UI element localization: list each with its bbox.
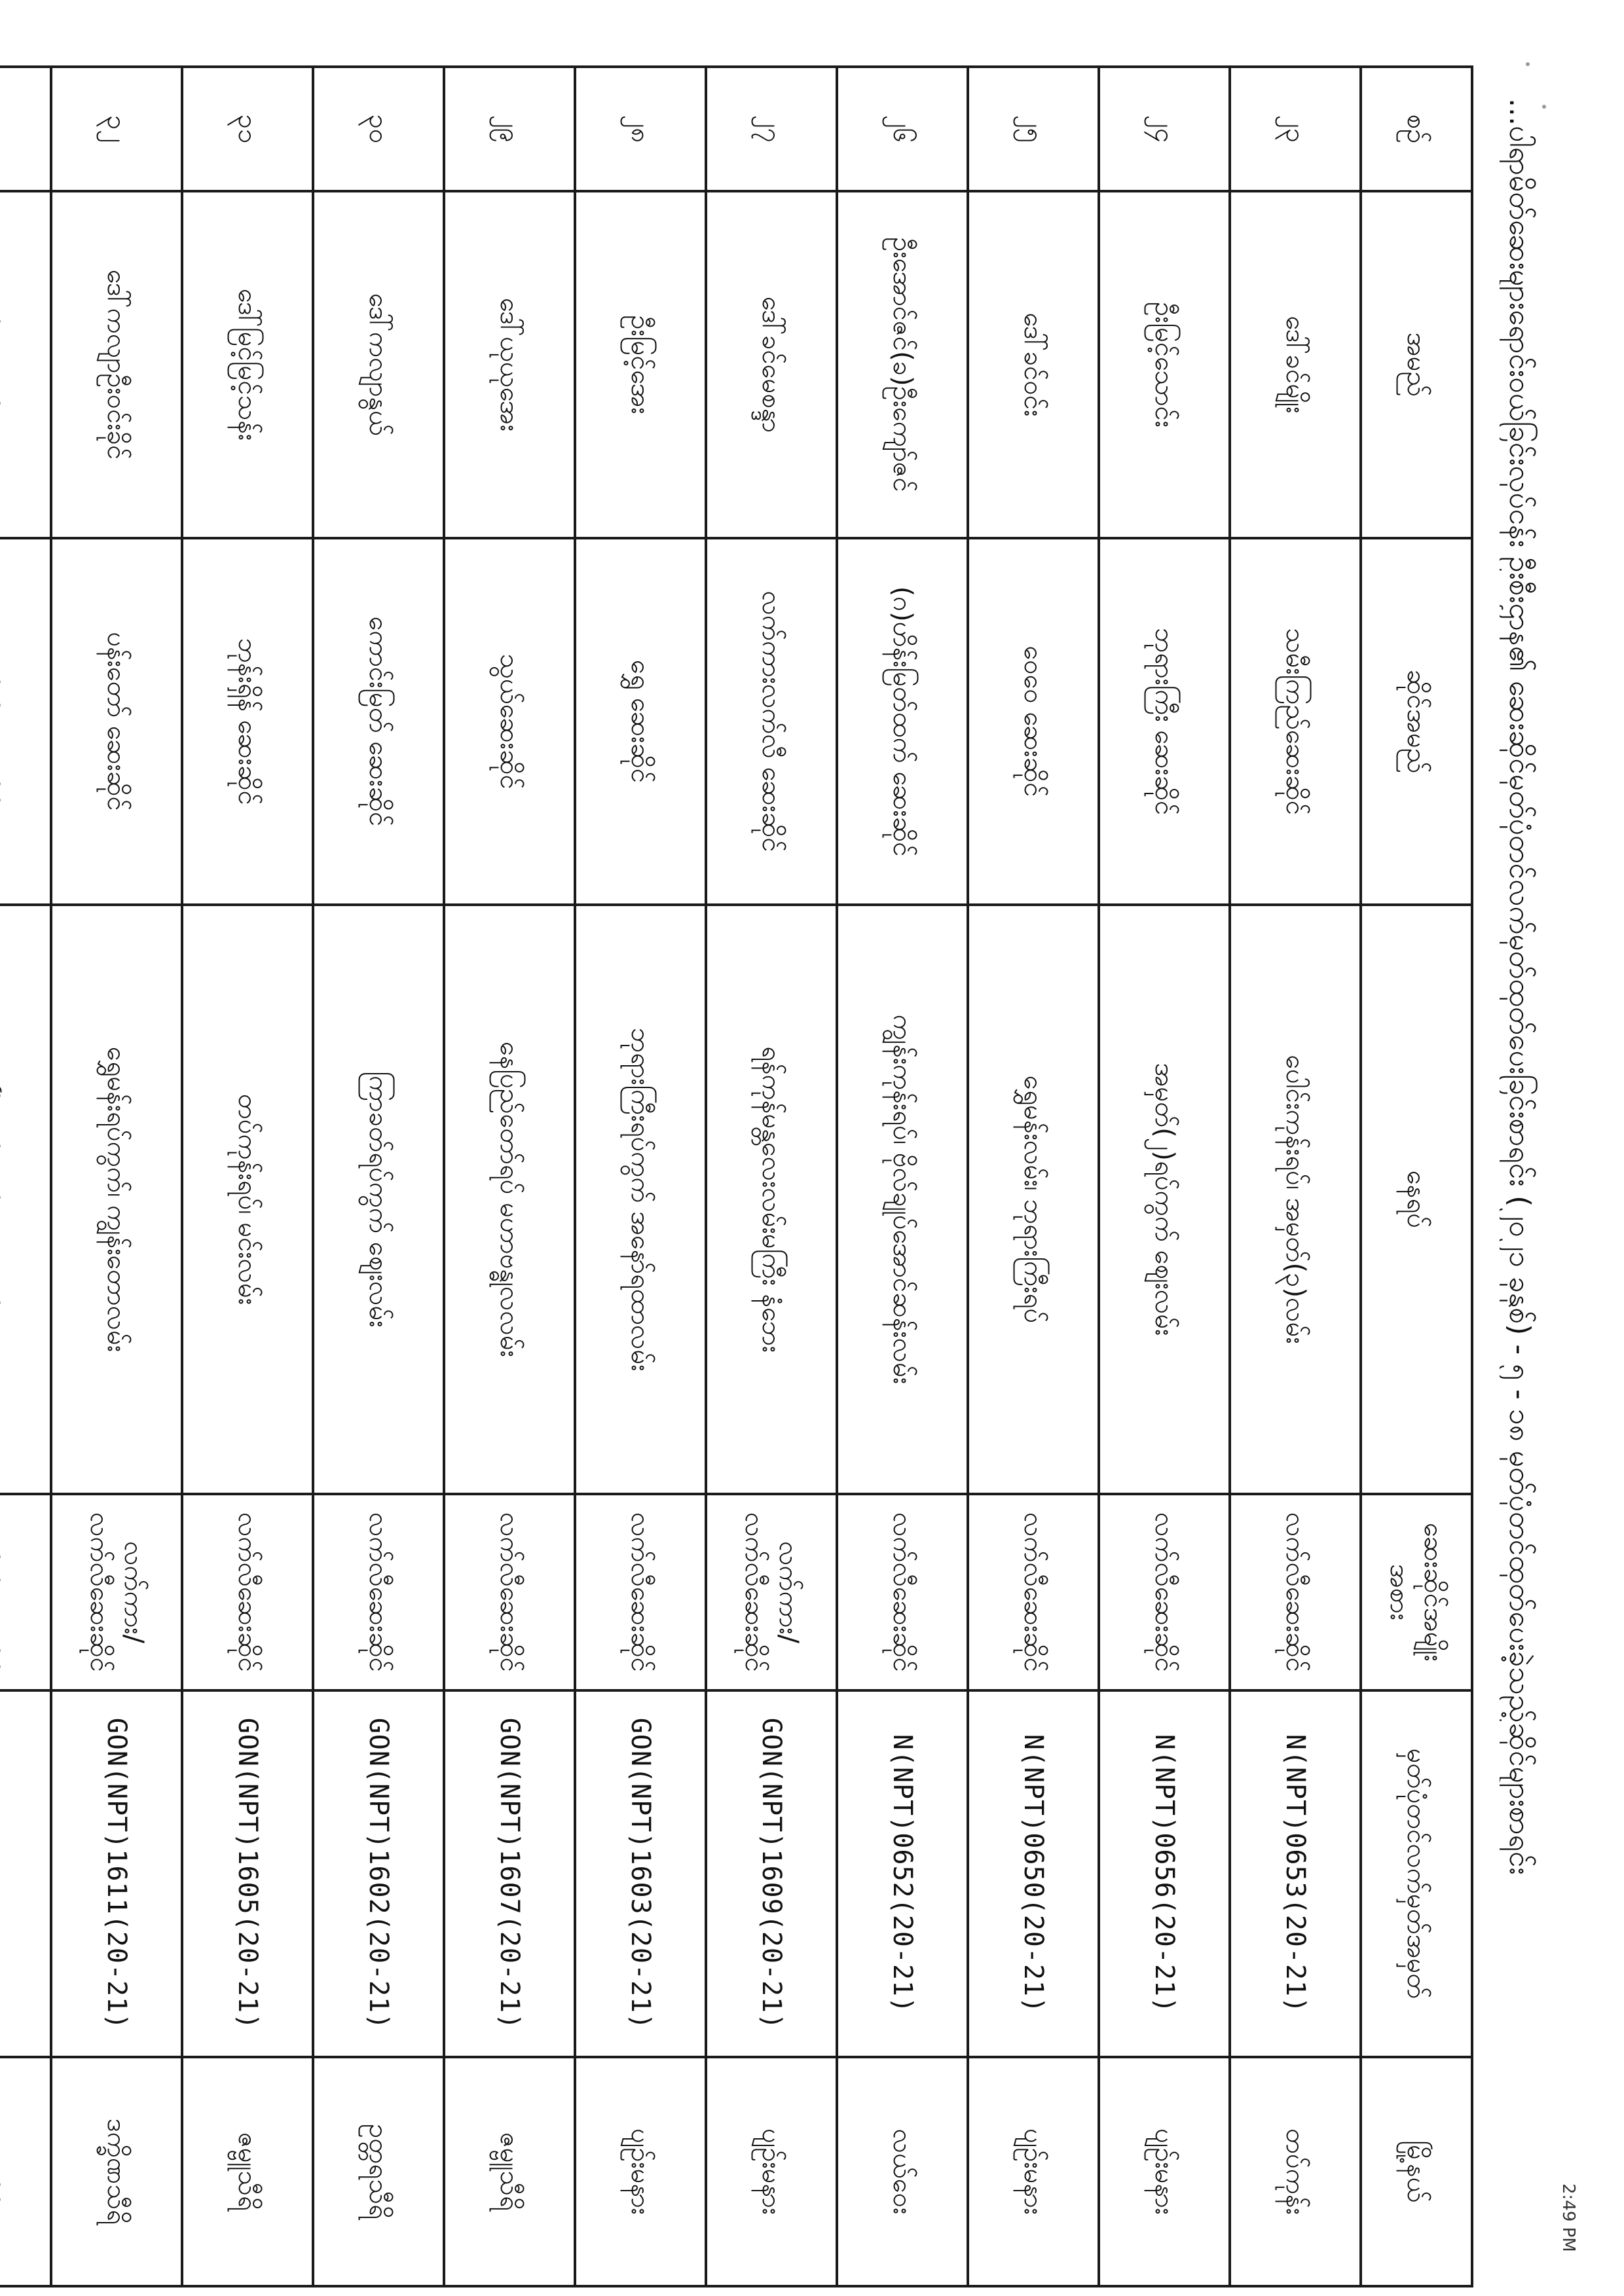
cell-type: လက်လီဆေးဆိုင် bbox=[575, 1494, 706, 1690]
cell-type bbox=[0, 1494, 51, 1690]
cell-address: ရန်ကုန်မန္တလေးလမ်းမကြီး နံဘေး bbox=[706, 905, 837, 1494]
cell-shop: လက်ကားလက်လီ ဆေးဆိုင် bbox=[706, 538, 837, 905]
cell-township bbox=[0, 2057, 51, 2286]
cell-license: GON(NPT)1609(20-21) bbox=[706, 1690, 837, 2057]
cell-no: ၂၈ bbox=[575, 67, 706, 191]
cell-address: ကြာခတ်ရပ်ကွက် ဈေးလမ်း bbox=[313, 905, 444, 1494]
cell-type: လက်လီဆေးဆိုင် bbox=[968, 1494, 1099, 1690]
cell-type: လက်လီဆေးဆိုင် bbox=[182, 1494, 313, 1690]
cell-license: GON(NPT)1607(20-21) bbox=[444, 1690, 575, 2057]
table-header-row bbox=[1361, 67, 1472, 2286]
cell-no: ၂၇ bbox=[706, 67, 837, 191]
cell-township: လယ်ဝေး bbox=[837, 2057, 968, 2286]
header-type: ဆေးဆိုင်အမျိုးအစား bbox=[1361, 1494, 1472, 1690]
table-row bbox=[313, 67, 444, 2286]
cell-address: အမှတ်(၂)ရပ်ကွက် ဈေးလမ်း bbox=[1099, 905, 1230, 1494]
cell-address: တပ်ကုန်းရပ်၊ မင်းလမ်း bbox=[182, 905, 313, 1494]
header-shop: ဆိုင်အမည် bbox=[1361, 538, 1472, 905]
cell-type: လက်လီဆေးဆိုင် bbox=[313, 1494, 444, 1690]
scan-speck bbox=[1526, 62, 1530, 66]
cell-shop: သမီးကြည်ဆေးဆိုင် bbox=[1230, 538, 1361, 905]
cell-no: ၂၅ bbox=[968, 67, 1099, 191]
cell-type: လက်ကား/လက်လီဆေးဆိုင် bbox=[706, 1494, 837, 1690]
cell-address: ဘုရားကြီးရပ်ကွက် အနော်ရထာလမ်း bbox=[575, 905, 706, 1494]
cell-township: ပျဉ်းမနား bbox=[968, 2057, 1099, 2286]
cell-shop: ကောင်းမြတ် ဆေးဆိုင် bbox=[313, 538, 444, 905]
cell-township: ဇမ္ဗူသီရိ bbox=[444, 2057, 575, 2286]
table-row bbox=[1230, 67, 1361, 2286]
cell-no: ၃၂ bbox=[51, 67, 182, 191]
cell-name bbox=[0, 191, 51, 538]
cell-address: ရွှေမန်းရပ်ကွက်၊ ကျွန်းတောလမ်း bbox=[51, 905, 182, 1494]
cell-name: ဒေါ်ကလျာဦးဝင်းခိုင် bbox=[51, 191, 182, 538]
scan-speck bbox=[1542, 105, 1546, 109]
cell-license: GON(NPT)1602(20-21) bbox=[313, 1690, 444, 2057]
cell-license: GON(NPT)1605(20-21) bbox=[182, 1690, 313, 2057]
document-title: ...ပါရာမိတ်ဆေးများရောင်းဝယ်ခြင်းလုပ်ငန်း ဦးစီးဌာန၏ ဆေးဆိုင်မှတ်ပုံတင်လက်မှတ်ထုတ်ပေးခြင်းစာရင်း (၂၀၂၁ ခုနှစ်) - ၅ - ၁၈ မှတ်ပုံတင်ထုတ်ပေးခဲ့သည့်ဆိုင်များစာရင်း bbox=[1503, 98, 1536, 1875]
cell-name: ဦးမြင့်သောင်း bbox=[1099, 191, 1230, 538]
cell-address bbox=[0, 905, 51, 1494]
cell-township: ပျဉ်းမနား bbox=[575, 2057, 706, 2286]
cell-name: ဒေါ်ခင်မေစန္ဒာ bbox=[706, 191, 837, 538]
table-row bbox=[575, 67, 706, 2286]
cell-name: ဒေါ်ခင်ဝင်း bbox=[968, 191, 1099, 538]
cell-no: ၂၄ bbox=[1099, 67, 1230, 191]
table-row bbox=[182, 67, 313, 2286]
cell-name: ဒေါ်မြင့်မြင့်သန်း bbox=[182, 191, 313, 538]
cell-shop: ပန်းတော် ဆေးဆိုင် bbox=[51, 538, 182, 905]
cell-shop: ရွှေ ဆေးဆိုင် bbox=[575, 538, 706, 905]
table-row bbox=[837, 67, 968, 2286]
header-no: စဉ် bbox=[1361, 67, 1472, 191]
cell-shop: ဝေဝေ ဆေးဆိုင် bbox=[968, 538, 1099, 905]
cell-no: ၂၃ bbox=[1230, 67, 1361, 191]
cell-license: N(NPT)0652(20-21) bbox=[837, 1690, 968, 2057]
cell-license: N(NPT)0653(20-21) bbox=[1230, 1690, 1361, 2057]
cell-address: နေပြည်တော်ရပ် မဟာဗန္ဓုလလမ်း bbox=[444, 905, 575, 1494]
cell-license: GON(NPT)1611(20-21) bbox=[51, 1690, 182, 2057]
cell-shop: သွယ်ဆေးဆိုင် bbox=[444, 538, 575, 905]
cell-no: ၃၁ bbox=[182, 67, 313, 191]
cell-license: N(NPT)0656(20-21) bbox=[1099, 1690, 1230, 2057]
cell-name: ဦးအောင်ဇင်(ခ)ဦးကျော်ဇင် bbox=[837, 191, 968, 538]
cell-name: ဒေါ်ယုယုအေး bbox=[444, 191, 575, 538]
header-address: နေရပ် bbox=[1361, 905, 1472, 1494]
table-row bbox=[968, 67, 1099, 2286]
cell-township: ဒက္ခိဏသီရိ bbox=[51, 2057, 182, 2286]
cell-address: ပေါင်းကုန်းရပ်၊ အမှတ်(၃)လမ်း bbox=[1230, 905, 1361, 1494]
cell-no: ၂၆ bbox=[837, 67, 968, 191]
cell-township: ဥတ္တရသီရိ bbox=[313, 2057, 444, 2286]
cell-license bbox=[0, 1690, 51, 2057]
cell-township: ပျဉ်းမနား bbox=[706, 2057, 837, 2286]
cell-address: ရွှေမန်းလမ်း၊ ဘုရားကြီးရပ် bbox=[968, 905, 1099, 1494]
cell-license: GON(NPT)1603(20-21) bbox=[575, 1690, 706, 2057]
cell-type: လက်လီဆေးဆိုင် bbox=[837, 1494, 968, 1690]
header-license: မှတ်ပုံတင်လက်မှတ်အမှတ် bbox=[1361, 1690, 1472, 2057]
cell-no: ၃၀ bbox=[313, 67, 444, 191]
header-name: အမည် bbox=[1361, 191, 1472, 538]
cell-township: ပျဉ်းမနား bbox=[1099, 2057, 1230, 2286]
header-township: မြို့နယ် bbox=[1361, 2057, 1472, 2286]
registration-table bbox=[0, 65, 1473, 2287]
cell-name: ဒေါ်ခင်မျိုး bbox=[1230, 191, 1361, 538]
table-row bbox=[444, 67, 575, 2286]
table-row bbox=[51, 67, 182, 2286]
cell-name: ဒေါ်ကလျာနွယ် bbox=[313, 191, 444, 538]
cell-type: လက်လီဆေးဆိုင် bbox=[1230, 1494, 1361, 1690]
cell-type: လက်လီဆေးဆိုင် bbox=[1099, 1494, 1230, 1690]
print-timestamp: 2:49 PM bbox=[1559, 2183, 1578, 2252]
cell-type: လက်ကား/လက်လီဆေးဆိုင် bbox=[51, 1494, 182, 1690]
cell-type: လက်လီဆေးဆိုင် bbox=[444, 1494, 575, 1690]
cell-shop: (ဂ)ဟိန်းမြတ်ထက် ဆေးဆိုင် bbox=[837, 538, 968, 905]
cell-shop: ဘုရားကြီး ဆေးဆိုင် bbox=[1099, 538, 1230, 905]
cell-license: N(NPT)0650(20-21) bbox=[968, 1690, 1099, 2057]
table-row bbox=[0, 67, 51, 2286]
cell-shop: ဘုန်းရှိန် ဆေးဆိုင် bbox=[182, 538, 313, 905]
cell-township: တပ်ကုန်း bbox=[1230, 2057, 1361, 2286]
table-row bbox=[1099, 67, 1230, 2286]
cell-no bbox=[0, 67, 51, 191]
cell-shop bbox=[0, 538, 51, 905]
cell-name: ဦးမြင့်အေး bbox=[575, 191, 706, 538]
cell-township: ဇမ္ဗူသီရိ bbox=[182, 2057, 313, 2286]
cell-address: ကျွန်းကုန်းရပ်၊ ဗိုလ်ချုပ်အောင်ဆန်းလမ်း bbox=[837, 905, 968, 1494]
table-row bbox=[706, 67, 837, 2286]
cell-no: ၂၉ bbox=[444, 67, 575, 191]
